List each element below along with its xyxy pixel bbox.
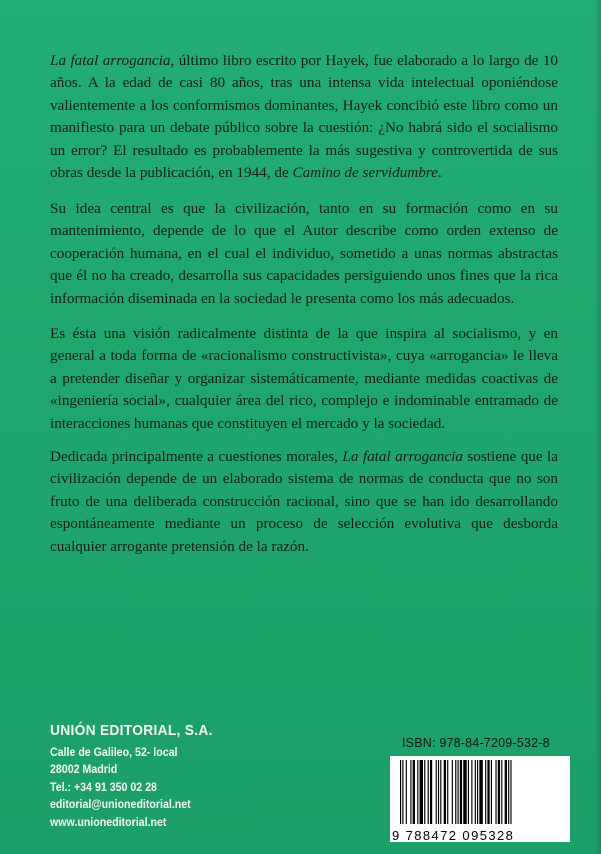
publisher-address: Calle de Galileo, 52- local bbox=[50, 745, 178, 759]
isbn-label: ISBN: 978-84-7209-532-8 bbox=[402, 736, 550, 750]
publisher-name: UNIÓN EDITORIAL, S.A. bbox=[50, 722, 213, 739]
barcode-digits: 9 788472 095328 bbox=[392, 828, 515, 843]
barcode-bars-icon bbox=[400, 760, 560, 830]
publisher-phone: Tel.: +34 91 350 02 28 bbox=[50, 779, 157, 794]
paragraph-text: Dedicada principalmente a cuestiones morales, bbox=[50, 448, 343, 465]
publisher-website: www.unioneditorial.net bbox=[50, 814, 167, 829]
edge-shadow bbox=[595, 0, 601, 854]
publisher-email: editorial@unioneditorial.net bbox=[50, 797, 191, 812]
publisher-info bbox=[50, 722, 227, 831]
blurb-paragraph-2: Su idea central es que la civilización, tanto en su formación como en su mantenimiento, depende de lo que el Autor describe como orden extenso de cooperación humana, en el cual el individuo, sometido a unas normas abstractas que él no ha creado, desarrolla sus capacidades persiguiendo unos fines que la rica información diseminada en la sociedad le presenta como los más adecuados. bbox=[50, 200, 558, 307]
book-title-italic: La fatal arrogancia bbox=[342, 448, 463, 465]
book-title-italic: La fatal arrogancia bbox=[50, 52, 171, 69]
publisher-city: 28002 Madrid bbox=[50, 762, 118, 777]
paragraph-text: sostiene que la civilización depende de un elaborado sistema de normas de conducta que no son fruto de una deliberada construcción racional, sino que se han ido desarrollando espontáneamente mediante un proceso de selección evolutiva que desborda cualquier arrogante pretensión de la razón. bbox=[50, 448, 558, 555]
paragraph-text: . bbox=[437, 164, 442, 182]
blurb-paragraph-4 bbox=[50, 446, 558, 558]
blurb-paragraph-3: Es ésta una visión radicalmente distinta de la que inspira al socialismo, y en general a toda forma de «racionalismo constructivista», cuya «arrogancia» le lleva a pretender diseñar y organizar sistemáticamente, mediante medidas coactivas de «ingeniería social», cualquier área del rico, complejo e indominable entramado de interacciones humanas que constituyen el mercado y la sociedad. bbox=[50, 325, 558, 432]
barcode-block bbox=[390, 736, 570, 842]
blurb-paragraph-1 bbox=[50, 50, 558, 184]
barcode bbox=[390, 756, 570, 842]
paragraph-text: , último libro escrito por Hayek, fue elaborado a lo largo de 10 años. A la edad de casi 80 años, tras una intensa vida intelectual oponiéndose valientemente a los conformismos dominantes, Hayek concibió este libro como un manifiesto para un debate público sobre la cuestión: ¿No habrá sido el socialismo un error? El resultado es probablemente la más sugestiva y controvertida de sus obras desde la publicación, en 1944, de bbox=[50, 52, 559, 182]
previous-book-title-italic: Camino de servidumbre bbox=[292, 164, 438, 182]
